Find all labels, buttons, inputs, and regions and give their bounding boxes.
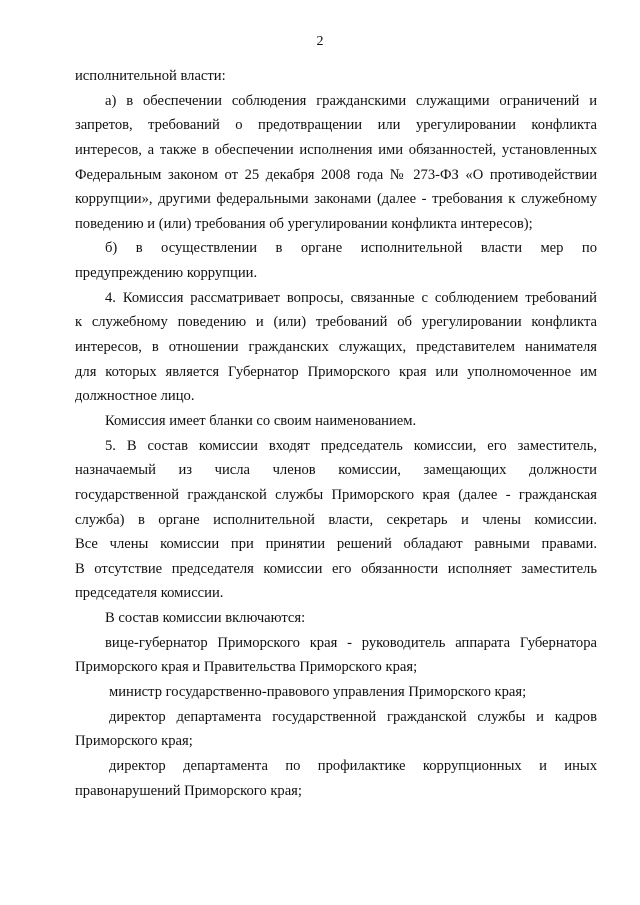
text-line: Комиссия имеет бланки со своим наименованием. — [105, 412, 417, 429]
text-line: к служебному поведению и (или) требований об урегулировании конфликта — [75, 314, 597, 331]
text-line: должностное лицо. — [75, 388, 195, 405]
text-line: б) в осуществлении в органе исполнительной власти мер по — [105, 240, 597, 257]
page-number: 2 — [316, 34, 324, 49]
text-line: В состав комиссии включаются: — [105, 610, 306, 627]
text-line: Приморского края и Правительства Приморского края; — [75, 659, 418, 676]
text-line: назначаемый из числа членов комиссии, замещающих должности — [75, 462, 597, 479]
text-line: а) в обеспечении соблюдения гражданскими служащими ограничений и — [105, 92, 597, 109]
text-line: коррупции», другими федеральными законами (далее - требования к служебному — [75, 191, 597, 208]
text-line: государственной гражданской службы Приморского края (далее - гражданская — [75, 486, 597, 503]
text-line: интересов, а также в обеспечении исполнения ими обязанностей, установленных — [75, 141, 597, 158]
text-line: вице-губернатор Приморского края - руководитель аппарата Губернатора — [105, 634, 597, 651]
text-line: министр государственно-правового управления Приморского края; — [109, 684, 527, 701]
text-line: председателя комиссии. — [75, 585, 224, 602]
text-line: для которых является Губернатор Приморского края или уполномоченное им — [75, 363, 597, 380]
text-line: запретов, требований о предотвращении или урегулировании конфликта — [75, 117, 597, 134]
text-line: предупреждению коррупции. — [75, 265, 258, 282]
text-line: Приморского края; — [75, 733, 193, 750]
text-line: директор департамента по профилактике коррупционных и иных — [109, 757, 597, 774]
text-line: поведению и (или) требования об урегулировании конфликта интересов); — [75, 215, 533, 232]
text-line: 4. Комиссия рассматривает вопросы, связанные с соблюдением требований — [105, 289, 597, 306]
text-line: Все члены комиссии при принятии решений обладают равными правами. — [75, 536, 597, 553]
text-line: интересов, в отношении гражданских служащих, представителем нанимателя — [75, 339, 597, 356]
text-line: 5. В состав комиссии входят председатель комиссии, его заместитель, — [105, 437, 597, 454]
document-body — [75, 64, 597, 803]
text-line: директор департамента государственной гражданской службы и кадров — [109, 708, 597, 725]
text-line: В отсутствие председателя комиссии его обязанности исполняет заместитель — [75, 560, 597, 577]
text-line: служба) в органе исполнительной власти, секретарь и члены комиссии. — [75, 511, 597, 528]
text-line: исполнительной власти: — [75, 68, 226, 84]
text-line: Федеральным законом от 25 декабря 2008 года № 273-ФЗ «О противодействии — [75, 166, 597, 183]
text-line: правонарушений Приморского края; — [75, 782, 302, 799]
